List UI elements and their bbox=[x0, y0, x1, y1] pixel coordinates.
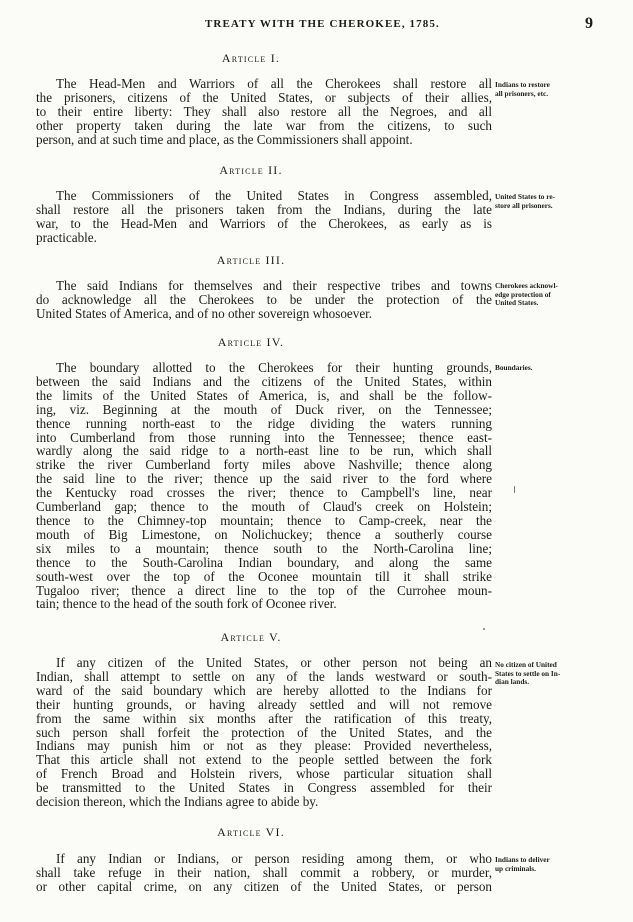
text-line: The Commissioners of the United States in Congress assembled, bbox=[56, 188, 492, 203]
text-line: the prisoners, citizens of the United States, or subjects of their allies, bbox=[36, 89, 492, 105]
text-line: The boundary allotted to the Cherokees for their hunting grounds, bbox=[56, 360, 492, 375]
article-4-heading: Article IV. bbox=[217, 335, 285, 349]
text-line: The Head-Men and Warriors of all the Cherokees shall restore all bbox=[56, 76, 492, 91]
text-line: practicable. bbox=[36, 229, 97, 245]
text-line: United States of America, and of no other sovereign whosoever. bbox=[36, 305, 373, 321]
text-line: ing, viz. Beginning at the mouth of Duck river, on the Tennessee; bbox=[36, 401, 492, 417]
margin-note-line: edge protection of bbox=[495, 289, 551, 299]
article-3-heading: Article III. bbox=[216, 253, 286, 267]
text-line: to their entire liberty: They shall also restore all the Negroes, and all bbox=[36, 103, 492, 119]
text-line: Tugaloo river; thence a direct line to the top of the Currohee moun- bbox=[36, 582, 492, 598]
margin-note-article-4 bbox=[495, 364, 591, 373]
margin-note-line: up criminals. bbox=[495, 863, 536, 873]
scan-speck bbox=[483, 628, 485, 630]
text-line: or other capital crime, on any citizen of the United States, or person bbox=[36, 878, 492, 894]
text-line: do acknowledge all the Cherokees to be under the protection of the bbox=[36, 291, 492, 307]
text-line: such person shall forfeit the protection of the United States, and the bbox=[36, 724, 492, 740]
text-line: from the same within six months after the ratification of this treaty, bbox=[36, 710, 492, 726]
margin-note-line: Indians to restore bbox=[495, 80, 550, 89]
article-4-text bbox=[36, 361, 492, 611]
running-head: TREATY WITH THE CHEROKEE, 1785. bbox=[205, 18, 440, 30]
margin-note-article-3 bbox=[495, 282, 591, 308]
page-header bbox=[0, 15, 633, 38]
text-line: wardly along the said ridge to a north-east line to be run, which shall bbox=[36, 443, 492, 459]
margin-note-line: dian lands. bbox=[495, 677, 530, 687]
text-line: shall restore all the prisoners taken from the Indians, during the late bbox=[36, 201, 492, 217]
text-line: into Cumberland from those running into the Tennessee; thence east- bbox=[36, 429, 492, 445]
text-line: ward of the said boundary which are hereby allotted to the Indians for bbox=[36, 682, 492, 698]
article-2-heading: Article II. bbox=[219, 163, 283, 177]
text-line: of French Broad and Holstein rivers, whose particular situation shall bbox=[36, 766, 492, 782]
margin-note-line: store all prisoners. bbox=[495, 200, 553, 210]
text-line: the limits of the United States of America, is, and shall be the follow- bbox=[36, 387, 492, 403]
scan-speck bbox=[514, 486, 515, 493]
text-line: Indian, shall attempt to settle on any of the lands westward or south- bbox=[36, 668, 492, 684]
text-line: Indians may punish him or not as they please: Provided nevertheless, bbox=[36, 738, 492, 754]
article-1-text bbox=[36, 77, 492, 147]
margin-note-article-1 bbox=[495, 81, 591, 98]
article-6-heading: Article VI. bbox=[217, 825, 285, 839]
text-line: If any Indian or Indians, or person residing among them, or who bbox=[56, 851, 492, 866]
text-line: be transmitted to the United States in Congress assembled for their bbox=[36, 780, 492, 796]
text-line: other property taken during the late war from the citizens, to such bbox=[36, 117, 492, 133]
margin-note-line: Indians to deliver bbox=[495, 855, 550, 864]
page-number: 9 bbox=[585, 15, 593, 32]
text-line: tain; thence to the head of the south fork of Oconee river. bbox=[36, 596, 337, 612]
text-line: the Kentucky road crosses the river; thence to Campbell's line, near bbox=[36, 485, 492, 501]
margin-note-line: States to settle on In- bbox=[495, 668, 561, 678]
margin-note-article-6 bbox=[495, 856, 591, 873]
text-line: That this article shall not extend to the people settled between the fork bbox=[36, 752, 492, 768]
text-line: person, and at such time and place, as the Commissioners shall appoint. bbox=[36, 131, 413, 147]
margin-note-line: Boundaries. bbox=[495, 363, 533, 372]
margin-note-line: Cherokees acknowl- bbox=[495, 281, 558, 290]
text-line: the said line to the river; thence up the said river to the ford where bbox=[36, 471, 492, 487]
article-2-text bbox=[36, 189, 492, 245]
article-5-text bbox=[36, 656, 492, 809]
article-1-heading: Article I. bbox=[221, 51, 281, 65]
text-line: decision thereon, which the Indians agree to abide by. bbox=[36, 794, 319, 810]
text-line: between the said Indians and the citizens of the United States, within bbox=[36, 373, 492, 389]
text-line: war, to the Head-Men and Warriors of the Cherokees, as early as is bbox=[36, 215, 492, 231]
text-line: south-west over the top of the Oconee mountain till it shall strike bbox=[36, 568, 492, 584]
text-line: shall take refuge in their nation, shall commit a robbery, or murder, bbox=[36, 864, 492, 880]
margin-note-article-5 bbox=[495, 661, 591, 687]
text-line: thence to the Chimney-top mountain; thence to Camp-creek, near the bbox=[36, 512, 492, 528]
text-line: strike the river Cumberland forty miles above Nashville; thence along bbox=[36, 457, 492, 473]
article-5-heading: Article V. bbox=[220, 630, 282, 644]
text-line: thence running north-east to the ridge dividing the waters running bbox=[36, 415, 492, 431]
text-line: their hunting grounds, or having already settled and will not remove bbox=[36, 696, 492, 712]
text-line: The said Indians for themselves and their respective tribes and towns bbox=[56, 278, 492, 293]
text-line: six miles to a mountain; thence south to the North-Carolina line; bbox=[36, 540, 492, 556]
margin-note-line: all prisoners, etc. bbox=[495, 88, 549, 98]
text-line: Cumberland gap; thence to the mouth of Claud's creek on Holstein; bbox=[36, 499, 492, 515]
text-line: If any citizen of the United States, or other person not being an bbox=[56, 655, 492, 670]
article-3-text bbox=[36, 279, 492, 321]
margin-note-line: United States. bbox=[495, 298, 539, 308]
article-6-text bbox=[36, 852, 492, 894]
margin-note-article-2 bbox=[495, 193, 591, 210]
margin-note-line: United States to re- bbox=[495, 192, 556, 201]
text-line: mouth of Big Limestone, on Nolichuckey; thence a southerly course bbox=[36, 526, 492, 542]
margin-note-line: No citizen of United bbox=[495, 660, 557, 669]
text-line: thence to the South-Carolina Indian boundary, and along the same bbox=[36, 554, 492, 570]
